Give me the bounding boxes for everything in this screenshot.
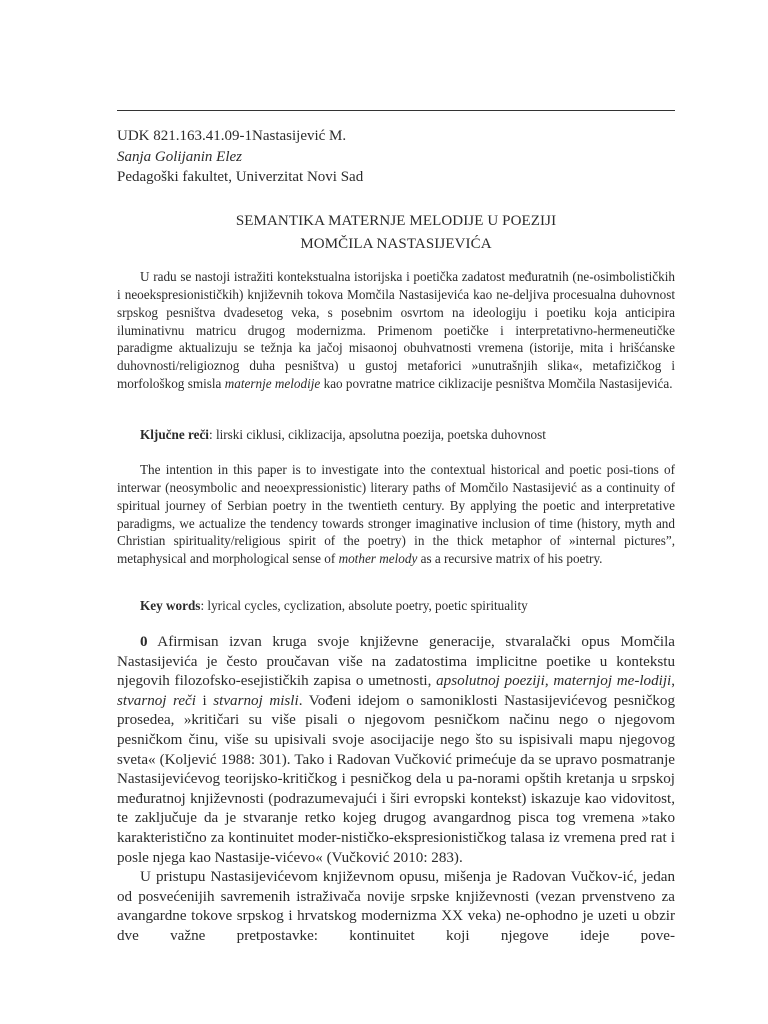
section-number: 0 xyxy=(140,634,148,650)
body-paragraph-1: 0 Afirmisan izvan kruga svoje književne generacije, stvaralački opus Momčila Nastasijevića je često proučavan više na zadatostima implicitne poetike u kontekstu njegovih filozofsko-esejističkih zapisa o umetnosti, apsolutnoj poeziji, maternjoj me-lodiji, stvarnoj reči i stvarnoj misli. Vođeni idejom o samoniklosti Nastasijevićevog pesničkog prosedea, »kritičari su više pisali o njegovom pesničkom načinu nego o njegovom pesničkom činu, više su upisivali svoje asocijacije nego što su ispisivali mapu njegovog sveta« (Koljević 1988: 301). Tako i Radovan Vučković primećuje da se upravo posmatranje Nastasijevićevog teorijsko-kritičkog i pesničkog dela u pa-norami opštih kretanja u srpskoj međuratnoj književnosti (podrazumevajući i širi evropski kontekst) iskazuje kao vidovitost, te zaključuje da je stvaranje retko kojeg drugog avangardnog pisca tog vremena »tako karakteristično za kontinuitet moder-nističko-ekspresionističkog talasa iz vremena pred rat i posle njega kao Nastasije-vićevo« (Vučković 2010: 283). xyxy=(117,634,675,866)
keywords-english-text: : lyrical cycles, cyclization, absolute poetry, poetic spirituality xyxy=(200,598,528,613)
abstract-english xyxy=(117,461,675,568)
abstract-serbian xyxy=(117,268,675,393)
article-title xyxy=(117,210,675,256)
abstract-english-text: The intention in this paper is to investigate into the contextual historical and poetic posi-tions of interwar (neosymbolic and neoexpressionistic) literary paths of Momčilo Nastasijević as a continuity of spiritual journey of Serbian poetry in the twentieth century. By applying the poetic and interpretative paradigms, we actualize the tendency towards stronger imaginative inclusion of time (history, myth and Christian spirituality/religious spirit of the poetry) in the thick metaphor of »internal pictures”, metaphysical and morphological sense of mother melody as a recursive matrix of his poetry. xyxy=(117,462,675,567)
header-rule xyxy=(117,110,675,111)
title-line-1: SEMANTIKA MATERNJE MELODIJE U POEZIJI xyxy=(235,213,557,229)
author-name: Sanja Golijanin Elez xyxy=(117,148,242,165)
keywords-serbian xyxy=(117,426,675,444)
abstract-serbian-text: U radu se nastoji istražiti kontekstualna istorijska i poetička zadatost međuratnih (ne-osimbolističkih i neoekspresionističkih) književnih tokova Momčila Nastasijevića kao ne-deljiva procesualna duhovnost srpskog pesništva dvadesetog veka, s posebnim osvrtom na ideologiju i poetiku koja anticipira iluminativnu matricu drugog modernizma. Primenom poetičke i interpretativno-hermeneutičke paradigme aktualizuju se težnja ka jačoj misaonoj obuhvatnosti vremena (istorije, mita i hrišćanske duhovnosti/religioznog duha pesništva) u gustoj metaforici »unutrašnjih slika«, metafizičkog i morfološkog smisla maternje melodije kao povratne matrice ciklizacije pesništva Momčila Nastasijevića. xyxy=(117,269,675,392)
article-header xyxy=(117,126,675,188)
body-paragraph-2: U pristupu Nastasijevićevom književnom opusu, mišenja je Radovan Vučkov-ić, jedan od posvećenijih savremenih istraživača novije srpske književnosti (vezan prvenstveno za avangardne tokove srpskog i hrvatskog modernizma XX veka) ne-ophodno je uzeti u obzir dve važne pretpostavke: kontinuitet koji njegove ideje pove- xyxy=(117,869,675,944)
keywords-serbian-text: : lirski ciklusi, ciklizacija, apsolutna poezija, poetska duhovnost xyxy=(208,427,546,442)
keywords-english-label: Key words xyxy=(140,598,201,613)
article-body xyxy=(117,633,675,947)
keywords-english xyxy=(117,597,675,615)
author-affiliation: Pedagoški fakultet, Univerzitat Novi Sad xyxy=(117,169,364,185)
title-line-2: MOMČILA NASTASIJEVIĆA xyxy=(300,236,492,252)
keywords-serbian-label: Ključne reči xyxy=(140,427,209,442)
udk-code: UDK 821.163.41.09-1Nastasijević M. xyxy=(117,128,347,144)
